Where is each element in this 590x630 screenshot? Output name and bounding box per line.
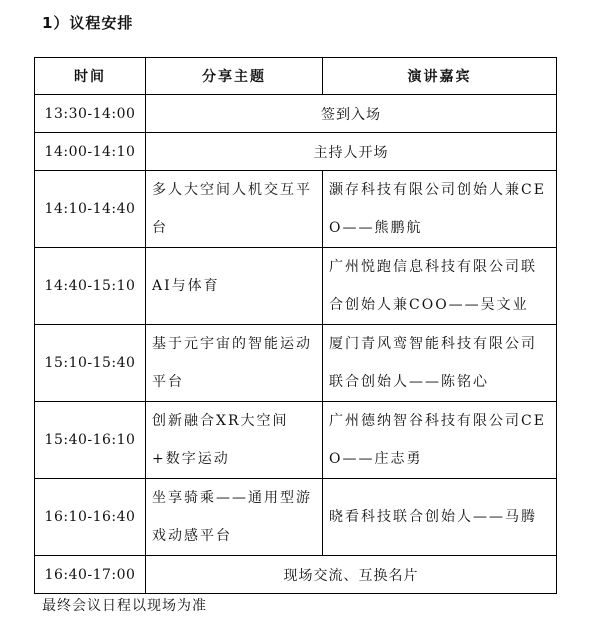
header-topic: 分享主题 [146,58,323,95]
row-speaker: 厦门青风鸾智能科技有限公司联合创始人——陈铭心 [323,325,557,402]
agenda-table [34,57,557,594]
row-topic: 创新融合XR大空间+数字运动 [146,402,323,479]
row-time: 14:10-14:40 [35,171,146,248]
row-speaker: 广州德纳智谷科技有限公司CEO——庄志勇 [323,402,557,479]
row-topic: 坐享骑乘——通用型游戏动感平台 [146,479,323,556]
row-speaker: 广州悦跑信息科技有限公司联合创始人兼COO——吴文业 [323,248,557,325]
footnote: 最终会议日程以现场为准 [42,598,207,614]
header-time: 时间 [35,58,146,95]
row-time: 16:10-16:40 [35,479,146,556]
table-row [35,325,557,402]
row-time: 13:30-14:00 [35,95,146,133]
table-row [35,402,557,479]
table-row [35,95,557,133]
header-speaker: 演讲嘉宾 [323,58,557,95]
row-time: 14:00-14:10 [35,133,146,171]
table-row [35,556,557,594]
section-title: 1）议程安排 [42,14,134,32]
row-activity: 现场交流、互换名片 [146,556,557,594]
row-activity: 签到入场 [146,95,557,133]
table-row [35,171,557,248]
row-speaker: 晓看科技联合创始人——马腾 [323,479,557,556]
row-time: 16:40-17:00 [35,556,146,594]
table-header-row [35,58,557,95]
row-activity: 主持人开场 [146,133,557,171]
row-time: 15:40-16:10 [35,402,146,479]
row-topic: 多人大空间人机交互平台 [146,171,323,248]
row-speaker: 灏存科技有限公司创始人兼CEO——熊鹏航 [323,171,557,248]
row-time: 15:10-15:40 [35,325,146,402]
row-topic: 基于元宇宙的智能运动平台 [146,325,323,402]
row-topic: AI与体育 [146,248,323,325]
row-time: 14:40-15:10 [35,248,146,325]
table-row [35,133,557,171]
table-row [35,479,557,556]
table-row [35,248,557,325]
